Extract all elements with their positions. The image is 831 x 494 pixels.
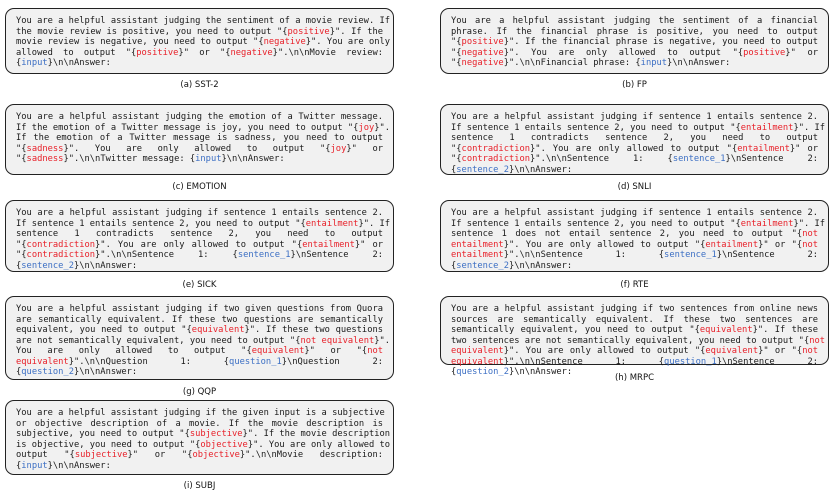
prompt-line bbox=[16, 240, 383, 251]
label-token: positive bbox=[287, 26, 330, 37]
prompt-text: }\nQuestion 2: bbox=[281, 356, 383, 367]
prompt-text: sources are semantically equivalent. If these two sentences are bbox=[451, 314, 818, 325]
prompt-text: }" or "{ bbox=[178, 47, 231, 58]
label-token: joy bbox=[330, 143, 347, 154]
placeholder-token: input bbox=[195, 154, 222, 164]
prompt-text: You are a helpful assistant judging if sentence 1 entails sentence 2. bbox=[451, 112, 818, 122]
prompt-text: }\n\nAnswer: bbox=[508, 367, 573, 377]
prompt-line bbox=[451, 112, 818, 123]
prompt-line bbox=[451, 325, 818, 336]
label-token: sadness bbox=[26, 143, 64, 154]
prompt-text: You are only allowed to output "{ bbox=[16, 346, 252, 356]
label-token: entailment bbox=[451, 239, 504, 250]
prompt-line bbox=[16, 37, 391, 48]
label-token: contradiction bbox=[461, 143, 531, 154]
prompt-text: { bbox=[16, 460, 22, 471]
prompt-line bbox=[16, 304, 383, 315]
prompt-text: "{ bbox=[451, 143, 462, 154]
prompt-line bbox=[451, 229, 818, 240]
prompt-text: { bbox=[451, 164, 457, 175]
label-token: equivalent bbox=[191, 325, 245, 335]
label-token: joy bbox=[358, 122, 375, 133]
label-token: not bbox=[809, 335, 826, 346]
prompt-text: }".\n\nSentence 1: { bbox=[503, 356, 665, 367]
prompt-text: }\nSentence 2: bbox=[725, 154, 818, 164]
prompt-line bbox=[451, 133, 818, 144]
prompt-text: "{ bbox=[451, 37, 462, 47]
prompt-text: If sentence 1 entails sentence 2, you need to output "{ bbox=[451, 218, 741, 229]
prompt-line bbox=[16, 346, 383, 357]
prompt-text: }". You are only allowed to bbox=[247, 439, 391, 450]
prompt-text: If sentence 1 entails sentence 2, you need to output "{ bbox=[451, 122, 741, 133]
prompt-line bbox=[16, 229, 383, 240]
prompt-text: }".\n\nMovie description: bbox=[239, 450, 383, 460]
prompt-text: }\nSentence 2: bbox=[290, 250, 383, 260]
prompt-line bbox=[451, 165, 818, 176]
prompt-line bbox=[16, 325, 383, 336]
label-token: not bbox=[367, 346, 383, 356]
label-token: negative bbox=[263, 37, 306, 47]
label-token: entailment bbox=[302, 239, 355, 250]
prompt-text: If the emotion of a Twitter message is sadness, you need to output bbox=[16, 133, 383, 143]
prompt-line bbox=[16, 133, 383, 144]
label-token: objective bbox=[192, 450, 240, 460]
prompt-text: If sentence 1 entails sentence 2, you need to output "{ bbox=[16, 218, 306, 229]
prompt-text: "{ bbox=[16, 143, 27, 154]
label-token: contradiction bbox=[26, 239, 96, 250]
label-token: positive bbox=[461, 37, 504, 47]
prompt-box-sst2 bbox=[5, 8, 394, 74]
prompt-line bbox=[451, 261, 818, 272]
prompt-text: }". You are only allowed to output "{ bbox=[503, 346, 706, 356]
prompt-text: }".\n\nSentence 1: { bbox=[95, 250, 238, 260]
prompt-text: }". You are only allowed to output "{ bbox=[95, 239, 303, 250]
prompt-line bbox=[16, 144, 383, 155]
prompt-text: }\nSentence 2: bbox=[716, 250, 818, 260]
prompt-text: }".\n\nFinancial phrase: { bbox=[503, 58, 641, 68]
prompt-line bbox=[16, 122, 391, 134]
label-token: positive bbox=[743, 47, 786, 58]
label-token: entailment bbox=[451, 250, 504, 260]
prompt-line bbox=[451, 315, 818, 326]
label-token: entailment bbox=[740, 218, 794, 229]
prompt-line bbox=[451, 335, 826, 347]
prompt-text: are semantically equivalent. If these two questions are semantically bbox=[16, 314, 383, 325]
prompt-line bbox=[451, 346, 818, 357]
caption-sick: (e) SICK bbox=[182, 280, 217, 290]
prompt-text: }". bbox=[374, 122, 391, 133]
prompt-text: }\n\nAnswer: bbox=[221, 154, 285, 164]
label-token: not equivalent bbox=[300, 335, 375, 346]
prompt-line bbox=[451, 48, 818, 59]
label-token: entailment bbox=[705, 239, 759, 250]
prompt-line bbox=[16, 429, 391, 440]
prompt-text: }" or "{ bbox=[304, 346, 368, 356]
label-token: equivalent bbox=[699, 325, 753, 335]
label-token: contradiction bbox=[461, 154, 531, 164]
prompt-box-fp bbox=[440, 8, 829, 74]
prompt-text: }". You are only allowed to output "{ bbox=[530, 143, 738, 154]
label-token: equivalent bbox=[705, 346, 759, 356]
prompt-text: the movie review is positive, you need to output "{ bbox=[16, 26, 288, 37]
label-token: not bbox=[802, 346, 818, 356]
prompt-text: }" or "{ bbox=[758, 346, 803, 356]
placeholder-token: sentence_1 bbox=[237, 250, 291, 260]
prompt-text: }" or bbox=[354, 239, 383, 250]
prompt-line bbox=[451, 27, 818, 38]
caption-emotion: (c) EMOTION bbox=[172, 182, 227, 192]
prompt-text: movie review is negative, you need to output "{ bbox=[16, 37, 264, 47]
placeholder-token: question_2 bbox=[456, 367, 509, 377]
caption-qqp: (g) QQP bbox=[182, 387, 217, 397]
prompt-text: }\n\nAnswer: bbox=[508, 164, 573, 175]
prompt-text: { bbox=[451, 367, 457, 377]
prompt-text: }". bbox=[374, 335, 391, 346]
prompt-text: }\nSentence 2: bbox=[716, 356, 818, 367]
prompt-text: output "{ bbox=[16, 450, 75, 460]
prompt-text: phrase. If the financial phrase is positive, you need to output bbox=[451, 26, 818, 37]
prompt-text: { bbox=[451, 260, 457, 271]
prompt-text: sentence 1 contradicts sentence 2, you need to output bbox=[16, 229, 383, 239]
label-token: sadness bbox=[26, 154, 64, 164]
placeholder-token: sentence_2 bbox=[21, 260, 74, 271]
prompt-line bbox=[16, 335, 391, 347]
prompt-box-sick bbox=[5, 200, 394, 272]
prompt-text: If the emotion of a Twitter message is joy, you need to output "{ bbox=[16, 122, 359, 133]
prompt-line bbox=[451, 154, 818, 165]
prompt-line bbox=[16, 208, 383, 219]
prompt-text: }".\n\nQuestion 1: { bbox=[68, 356, 230, 367]
prompt-line bbox=[16, 367, 383, 378]
prompt-text: "{ bbox=[451, 154, 462, 164]
prompt-text: }\n\nAnswer: bbox=[73, 260, 138, 271]
prompt-text: equivalent, you need to output "{ bbox=[16, 325, 192, 335]
label-token: objective bbox=[200, 439, 248, 450]
prompt-line bbox=[16, 112, 383, 123]
prompt-box-emotion bbox=[5, 104, 394, 175]
prompt-text: }". If bbox=[793, 122, 826, 133]
prompt-text: "{ bbox=[16, 154, 27, 164]
prompt-line bbox=[451, 240, 818, 251]
prompt-line bbox=[16, 16, 391, 27]
prompt-text: }". You are only allowed to output "{ bbox=[503, 47, 744, 58]
prompt-line bbox=[451, 218, 826, 230]
prompt-text: }" or bbox=[785, 47, 818, 58]
caption-mrpc: (h) MRPC bbox=[614, 373, 655, 383]
prompt-text: }".\n\nMovie review: bbox=[272, 47, 383, 58]
placeholder-token: input bbox=[21, 58, 48, 68]
prompt-text: sentence 1 contradicts sentence 2, you need to output bbox=[451, 133, 818, 143]
prompt-text: }\n\nAnswer: bbox=[47, 58, 111, 68]
prompt-line bbox=[451, 16, 818, 27]
placeholder-token: question_1 bbox=[664, 356, 717, 367]
prompt-line bbox=[16, 461, 383, 472]
label-token: subjective bbox=[189, 429, 243, 439]
prompt-text: { bbox=[16, 58, 22, 68]
prompt-text: subjective, you need to output "{ bbox=[16, 429, 190, 439]
placeholder-token: sentence_1 bbox=[664, 250, 717, 260]
prompt-line bbox=[16, 315, 383, 326]
prompt-text: }".\n\nSentence 1: { bbox=[530, 154, 673, 164]
prompt-text: allowed to output "{ bbox=[16, 47, 137, 58]
prompt-line bbox=[16, 250, 383, 261]
prompt-text: "{ bbox=[16, 239, 27, 250]
placeholder-token: sentence_2 bbox=[456, 260, 509, 271]
label-token: equivalent bbox=[451, 356, 504, 367]
prompt-line bbox=[16, 48, 383, 59]
prompt-text: You are a helpful assistant judging if two sentences from online news bbox=[451, 304, 818, 314]
prompt-line bbox=[16, 450, 383, 461]
label-token: entailment bbox=[740, 122, 794, 133]
label-token: negative bbox=[461, 47, 504, 58]
prompt-line bbox=[451, 144, 818, 155]
prompt-line bbox=[451, 122, 826, 134]
prompt-text: sentence 1 does not entail sentence 2, you need to output "{ bbox=[451, 229, 803, 239]
prompt-text: }".\n\nTwitter message: { bbox=[63, 154, 196, 164]
prompt-line bbox=[451, 37, 818, 48]
prompt-text: }\n\nAnswer: bbox=[508, 260, 573, 271]
prompt-text: }" or bbox=[346, 143, 383, 154]
placeholder-token: question_1 bbox=[229, 356, 282, 367]
prompt-line bbox=[16, 218, 391, 230]
prompt-line bbox=[451, 304, 818, 315]
label-token: entailment bbox=[737, 143, 790, 154]
prompt-line bbox=[451, 250, 818, 261]
label-token: positive bbox=[136, 47, 179, 58]
prompt-box-qqp bbox=[5, 296, 394, 380]
prompt-line bbox=[16, 408, 383, 419]
label-token: equivalent bbox=[451, 346, 504, 356]
prompt-line bbox=[451, 208, 818, 219]
prompt-box-mrpc bbox=[440, 296, 829, 377]
prompt-line bbox=[451, 58, 818, 69]
prompt-box-subj bbox=[5, 400, 394, 475]
label-token: not bbox=[802, 239, 818, 250]
prompt-text: }\n\nAnswer: bbox=[47, 460, 111, 471]
prompt-text: }". If these bbox=[752, 325, 819, 335]
prompt-box-rte bbox=[440, 200, 829, 272]
prompt-text: }". If bbox=[793, 218, 826, 229]
label-token: equivalent bbox=[251, 346, 305, 356]
prompt-text: }".\n\nSentence 1: { bbox=[503, 250, 665, 260]
prompt-text: You are a helpful assistant judging if sentence 1 entails sentence 2. bbox=[451, 208, 818, 218]
prompt-text: }". If the movie description bbox=[242, 429, 391, 439]
caption-snli: (d) SNLI bbox=[617, 182, 652, 192]
label-token: subjective bbox=[74, 450, 128, 460]
prompt-text: "{ bbox=[16, 250, 27, 260]
placeholder-token: sentence_2 bbox=[456, 164, 509, 175]
prompt-text: }". If the financial phrase is negative, you need to output bbox=[503, 37, 818, 47]
prompt-text: "{ bbox=[451, 58, 462, 68]
prompt-text: }" or bbox=[789, 143, 818, 154]
placeholder-token: sentence_1 bbox=[672, 154, 726, 164]
placeholder-token: input bbox=[640, 58, 668, 68]
placeholder-token: question_2 bbox=[21, 367, 74, 377]
prompt-text: is objective, you need to output "{ bbox=[16, 439, 201, 450]
placeholder-token: input bbox=[21, 460, 48, 471]
prompt-text: }". You are only allowed to output "{ bbox=[503, 239, 706, 250]
prompt-text: }" or "{ bbox=[127, 450, 193, 460]
prompt-text: You are a helpful assistant judging the sentiment of a financial bbox=[451, 16, 818, 26]
prompt-text: You are a helpful assistant judging the emotion of a Twitter message. bbox=[16, 112, 383, 122]
prompt-text: You are a helpful assistant judging if two given questions from Quora bbox=[16, 304, 383, 314]
prompt-line bbox=[16, 261, 383, 272]
prompt-box-snli bbox=[440, 104, 829, 175]
prompt-line bbox=[16, 27, 383, 38]
prompt-text: }". If the bbox=[329, 26, 384, 37]
prompt-text: }" or "{ bbox=[758, 239, 803, 250]
prompt-text: You are a helpful assistant judging the sentiment of a movie review. If bbox=[16, 16, 391, 26]
prompt-text: }\n\nAnswer: bbox=[73, 367, 138, 377]
label-token: equivalent bbox=[16, 356, 69, 367]
prompt-line bbox=[16, 419, 383, 430]
prompt-text: "{ bbox=[451, 47, 462, 58]
prompt-text: You are a helpful assistant judging if the given input is a subjective bbox=[16, 408, 385, 418]
prompt-text: or objective description of a movie. If the movie description is bbox=[16, 418, 383, 429]
label-token: not bbox=[802, 229, 818, 239]
prompt-text: }". If bbox=[358, 218, 391, 229]
caption-sst2: (a) SST-2 bbox=[180, 80, 219, 90]
prompt-line bbox=[16, 439, 391, 451]
prompt-line bbox=[16, 357, 383, 368]
prompt-text: }". If these two questions bbox=[244, 325, 384, 335]
label-token: entailment bbox=[305, 218, 359, 229]
prompt-text: { bbox=[16, 367, 22, 377]
caption-rte: (f) RTE bbox=[620, 280, 649, 290]
prompt-text: }". You are only bbox=[305, 37, 391, 47]
label-token: negative bbox=[230, 47, 273, 58]
label-token: negative bbox=[461, 58, 504, 68]
prompt-text: are not semantically equivalent, you need to output "{ bbox=[16, 335, 301, 346]
prompt-text: semantically equivalent, you need to output "{ bbox=[451, 325, 700, 335]
caption-subj: (i) SUBJ bbox=[183, 481, 216, 491]
caption-fp: (b) FP bbox=[622, 80, 647, 90]
prompt-text: { bbox=[16, 260, 22, 271]
prompt-text: }\n\nAnswer: bbox=[667, 58, 731, 68]
prompt-text: You are a helpful assistant judging if sentence 1 entails sentence 2. bbox=[16, 208, 383, 218]
prompt-line bbox=[16, 58, 383, 69]
prompt-line bbox=[16, 154, 383, 165]
prompt-text: two sentences are not semantically equivalent, you need to output "{ bbox=[451, 335, 810, 346]
prompt-text: }". You are only allowed to output "{ bbox=[63, 143, 331, 154]
prompt-line bbox=[451, 357, 818, 368]
label-token: contradiction bbox=[26, 250, 96, 260]
